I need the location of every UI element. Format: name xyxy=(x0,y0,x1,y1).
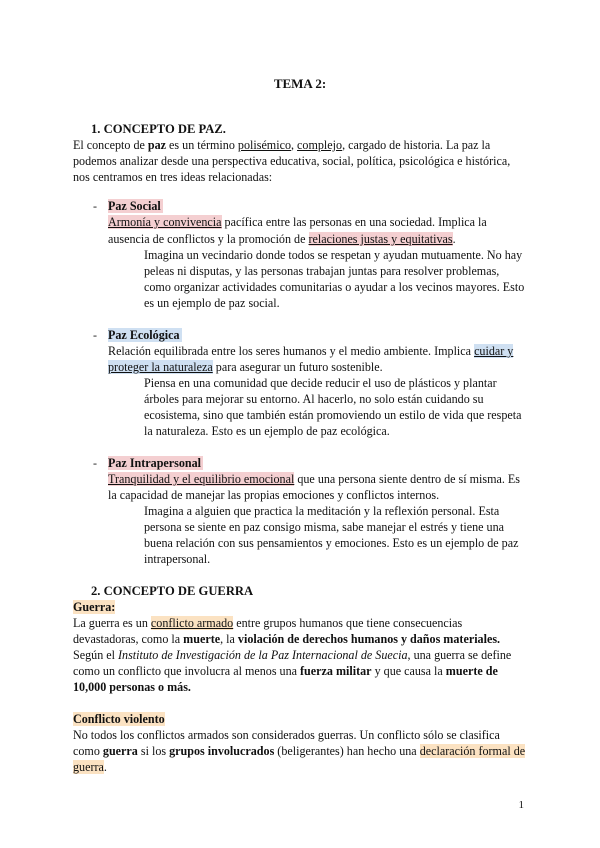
bullet-dash: - xyxy=(93,328,97,342)
paz-intrapersonal-example: Imagina a alguien que practica la meditación y la reflexión personal. Esta xyxy=(144,504,500,518)
paz-intrapersonal-example: intrapersonal. xyxy=(144,552,211,566)
guerra-p1-line-1: La guerra es un conflicto armado entre grupos humanos que tiene consecuencias xyxy=(73,616,463,630)
paz-intrapersonal-example: buena relación con sus pensamientos y emociones. Esto es un ejemplo de paz xyxy=(144,536,519,550)
paz-ecologica-desc-1: Relación equilibrada entre los seres humanos y el medio ambiente. Implica cuidar y xyxy=(108,344,514,358)
guerra-p1-line-3: Según el Instituto de Investigación de la Paz Internacional de Suecia, una guerra se define xyxy=(73,648,512,662)
conflicto-p-line-3: guerra. xyxy=(73,760,107,774)
intro-line-1: El concepto de paz es un término polisémico, complejo, cargado de historia. La paz la xyxy=(73,138,491,152)
paz-social-example: Imagina un vecindario donde todos se respetan y ayudan mutuamente. No hay xyxy=(144,248,523,262)
subheading-paz-intrapersonal: Paz Intrapersonal xyxy=(108,456,202,470)
paz-ecologica-example: ecosistema, sino que también están promoviendo un estilo de vida que respeta xyxy=(144,408,522,422)
intro-line-3: nos centramos en tres ideas relacionadas: xyxy=(73,170,273,184)
paz-social-example: peleas ni disputas, y las personas trabajan juntas para resolver problemas, xyxy=(144,264,500,278)
paz-intrapersonal-desc-2: la capacidad de manejar las propias emociones y conflictos internos. xyxy=(108,488,440,502)
bullet-dash: - xyxy=(93,199,97,213)
paz-intrapersonal-desc-1: Tranquilidad y el equilibrio emocional que una persona siente dentro de sí misma. Es xyxy=(108,472,521,486)
section-heading-guerra: 2. CONCEPTO DE GUERRA xyxy=(91,584,254,598)
section-heading-paz: 1. CONCEPTO DE PAZ. xyxy=(91,122,226,136)
paz-social-example: es un ejemplo de paz social. xyxy=(144,296,280,310)
paz-social-desc-1: Armonía y convivencia pacífica entre las personas en una sociedad. Implica la xyxy=(108,215,487,229)
guerra-p1-line-4: como un conflicto que involucra al menos una fuerza militar y que causa la muerte de xyxy=(73,664,498,678)
paz-social-desc-2: ausencia de conflictos y la promoción de relaciones justas y equitativas. xyxy=(108,232,456,246)
guerra-p1-line-5: 10,000 personas o más. xyxy=(73,680,191,694)
paz-social-example: como organizar actividades comunitarias o ayudar a los vecinos mayores. Esto xyxy=(144,280,525,294)
paz-ecologica-example: árboles para mejorar su entorno. Al hacerlo, no solo están cuidando su xyxy=(144,392,484,406)
conflicto-p-line-1: No todos los conflictos armados son considerados guerras. Un conflicto sólo se clasifica xyxy=(73,728,500,742)
guerra-p1-line-2: devastadoras, como la muerte, la violación de derechos humanos y daños materiales. xyxy=(73,632,501,646)
paz-ecologica-example: Piensa en una comunidad que decide reducir el uso de plásticos y plantar xyxy=(144,376,497,390)
subheading-paz-social: Paz Social xyxy=(108,199,161,213)
page-number: 1 xyxy=(518,799,524,811)
conflicto-p-line-2: como guerra si los grupos involucrados (beligerantes) han hecho una declaración formal de xyxy=(73,744,526,758)
intro-line-2: podemos analizar desde una perspectiva educativa, social, política, psicológica e histórica, xyxy=(73,154,511,168)
bullet-dash: - xyxy=(93,456,97,470)
guerra-label: Guerra: xyxy=(73,600,116,614)
page-title: TEMA 2: xyxy=(273,76,327,91)
paz-intrapersonal-example: persona se siente en paz consigo misma, sabe manejar el estrés y tiene una xyxy=(144,520,504,534)
conflicto-label: Conflicto violento xyxy=(73,712,165,726)
subheading-paz-ecologica: Paz Ecológica xyxy=(108,328,180,342)
paz-ecologica-desc-2: proteger la naturaleza para asegurar un futuro sostenible. xyxy=(108,360,383,374)
paz-ecologica-example: la naturaleza. Esto es un ejemplo de paz ecológica. xyxy=(144,424,390,438)
